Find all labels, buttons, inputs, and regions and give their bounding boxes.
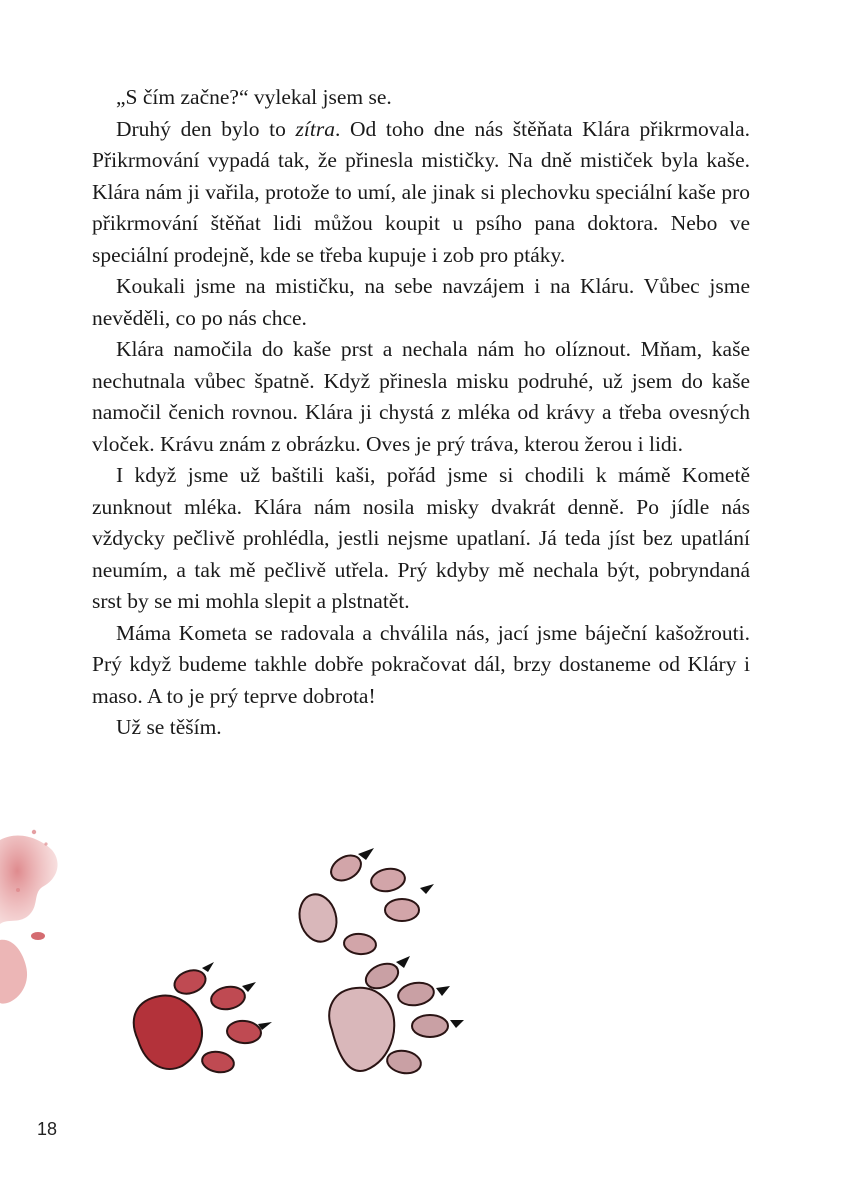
paragraph: „S čím začne?“ vylekal jsem se. xyxy=(116,85,392,109)
body-text xyxy=(92,82,750,744)
page-number: 18 xyxy=(37,1119,58,1139)
paragraph: Druhý den bylo to zítra. Od toho dne nás štěňata Klára přikrmovala. Přikrmování vypadá tak, že přinesla mističky. Na dně mističek byla kaše. Klára nám ji vařila, protože to umí, ale jinak si plechovku speciální kaše pro přikrmování štěňat lidi můžou koupit u psího pana doktora. Nebo ve speciální prodejně, kde se třeba kupuje i zob pro ptáky. xyxy=(92,116,750,267)
paragraph: I když jsme už baštili kaši, pořád jsme si chodili k mámě Kometě zunknout mléka. Klára nám nosila misky dvakrát denně. Po jídle nás vždycky pečlivě prohlédla, jestli nejsme upatlaní. Já teda jíst bez upatlání neumím, a tak mě pečlivě utřela. Prý kdyby mě nechala být, pobryndaná srst by se mi mohla slepit a plstnatět. xyxy=(92,463,750,613)
paragraph: Koukali jsme na mističku, na sebe navzájem i na Kláru. Vůbec jsme nevěděli, co po nás chce. xyxy=(92,274,750,330)
ink-splash-decoration xyxy=(0,820,90,1020)
paragraph: Klára namočila do kaše prst a nechala nám ho olíznout. Mňam, kaše nechutnala vůbec špatně. Když přinesla misku podruhé, už jsem do kaše namočil čenich rovnou. Klára ji chystá z mléka od krávy a třeba ovesných vloček. Krávu znám z obrázku. Oves je prý tráva, kterou žerou i lidi. xyxy=(92,337,750,456)
pink-paw-icon xyxy=(294,848,434,955)
red-paw-icon xyxy=(134,962,272,1075)
pink-paw-icon xyxy=(329,956,464,1076)
paragraph: Už se těším. xyxy=(116,715,222,739)
paragraph: Máma Kometa se radovala a chválila nás, jací jsme báječní kašožrouti. Prý když budeme takhle dobře pokračovat dál, brzy dostaneme od Kláry i maso. A to je prý teprve dobrota! xyxy=(92,620,750,708)
paw-prints-illustration xyxy=(120,840,480,1090)
